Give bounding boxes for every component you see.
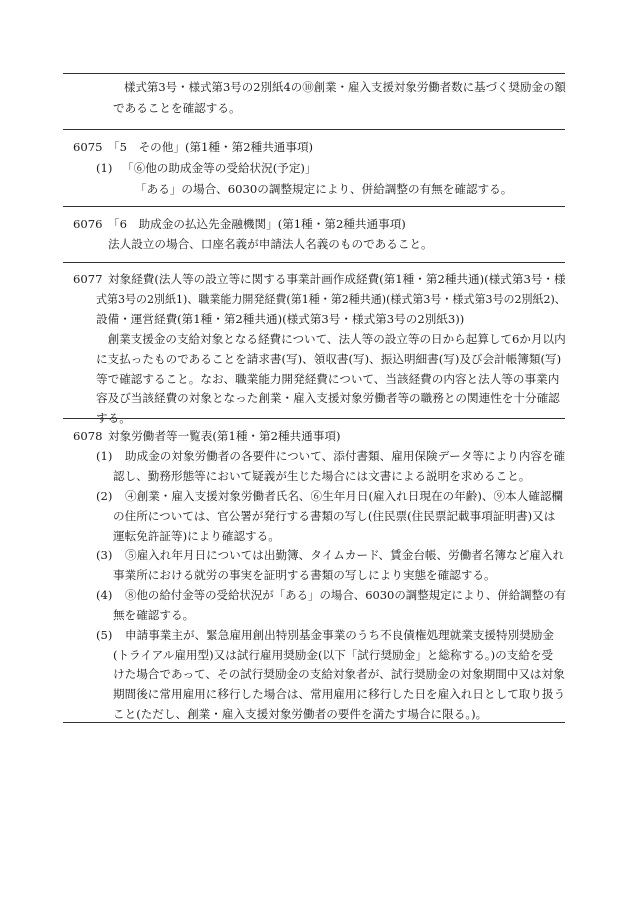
section-number-6075: 6075 (73, 140, 103, 154)
intro-line-2: であることを確認する。 (113, 101, 241, 115)
section-number-6078: 6078 (73, 429, 103, 443)
item-body: 「ある」の場合、6030の調整規定により、併給調整の有無を確認する。 (135, 182, 513, 196)
section-heading-6076: 「6 助成金の払込先金融機関」(第1種・第2種共通事項) (108, 217, 406, 231)
item-line: 事業所における就労の事実を証明する書類の写しにより実態を確認する。 (113, 568, 496, 582)
item-line: こと(ただし、創業・雇入支援対象労働者の要件を満たす場合に限る。)。 (113, 707, 488, 721)
section-number-6077: 6077 (73, 272, 103, 286)
section-line: 等で確認すること。なお、職業能力開発経費について、当該経費の内容と法人等の事業内 (96, 372, 560, 386)
item-line: 期間後に常用雇用に移行した場合は、常用雇用に移行した日を雇入れ日として取り扱う (113, 687, 566, 701)
item-number: (5) (96, 628, 113, 642)
item-number: (1) (96, 161, 113, 175)
item-line: 申請事業主が、緊急雇用創出特別基金事業のうち不良債権処理就業支援特別奨励金 (125, 628, 554, 642)
section-line: 式第3号の2別紙1)、職業能力開発経費(第1種・第2種共通)(様式第3号・様式第3号の2別紙2)、 (96, 292, 566, 306)
section-heading-6075: 「5 その他」(第1種・第2種共通事項) (108, 140, 314, 154)
item-line: ⑤雇入れ年月日については出勤簿、タイムカード、賃金台帳、労働者名簿など雇入れ (125, 548, 565, 562)
divider (63, 73, 565, 74)
divider (63, 206, 565, 207)
item-text: 「⑥他の助成金等の受給状況(予定)」 (122, 161, 317, 175)
item-line: けた場合であって、その試行奨励金の支給対象者が、試行奨励金の対象期間中又は対象 (113, 667, 565, 681)
divider (63, 129, 565, 130)
item-number: (3) (96, 548, 113, 562)
section-line: 創業支援金の支給対象となる経費について、法人等の設立等の日から起算して6か月以内 (96, 332, 566, 346)
section-line: する。 (96, 411, 131, 425)
section-heading-6078: 対象労働者等一覧表(第1種・第2種共通事項) (108, 429, 341, 443)
item-number: (4) (96, 588, 113, 602)
section-line: 設備・運営経費(第1種・第2種共通)(様式第3号・様式第3号の2別紙3)) (96, 312, 465, 326)
item-line: (トライアル雇用型)又は試行雇用奨励金(以下「試行奨励金」と総称する。)の支給を受 (113, 648, 554, 662)
section-line: 対象経費(法人等の設立等に関する事業計画作成経費(第1種・第2種共通)(様式第3号・様 (108, 272, 566, 286)
item-line: 助成金の対象労働者の各要件について、添付書類、雇用保険データ等により内容を確 (125, 449, 566, 463)
item-number: (2) (96, 489, 113, 503)
divider (63, 722, 565, 723)
section-line: 容及び当該経費の対象となった創業・雇入支援対象労働者等の職務との関連性を十分確認 (96, 391, 560, 405)
divider (63, 262, 565, 263)
item-line: 運転免許証等)により確認する。 (113, 529, 280, 543)
item-number: (1) (96, 449, 113, 463)
section-body-6076: 法人設立の場合、口座名義が申請法人名義のものであること。 (108, 237, 433, 251)
item-line: 無を確認する。 (113, 608, 195, 622)
section-line: に支払ったものであることを請求書(写)、領収書(写)、振込明細書(写)及び会計帳簿類(写) (96, 352, 562, 366)
item-line: の住所については、官公署が発行する書類の写し(住民票(住民票記載事項証明書)又は (113, 509, 556, 523)
intro-line-1: 樣式第3号・様式第3号の2別紙4の⑩創業・雇入支援対象労働者数に基づく奨励金の額 (124, 80, 566, 94)
item-line: 認し、勤務形態等において疑義が生じた場合には文書による説明を求めること。 (113, 469, 531, 483)
section-number-6076: 6076 (73, 217, 103, 231)
item-line: ④創業・雇入支援対象労働者氏名、⑥生年月日(雇入れ日現在の年齢)、⑨本人確認欄 (125, 489, 564, 503)
divider (63, 418, 565, 419)
item-line: ⑧他の給付金等の受給状況が「ある」の場合、6030の調整規定により、併給調整の有 (125, 588, 566, 602)
